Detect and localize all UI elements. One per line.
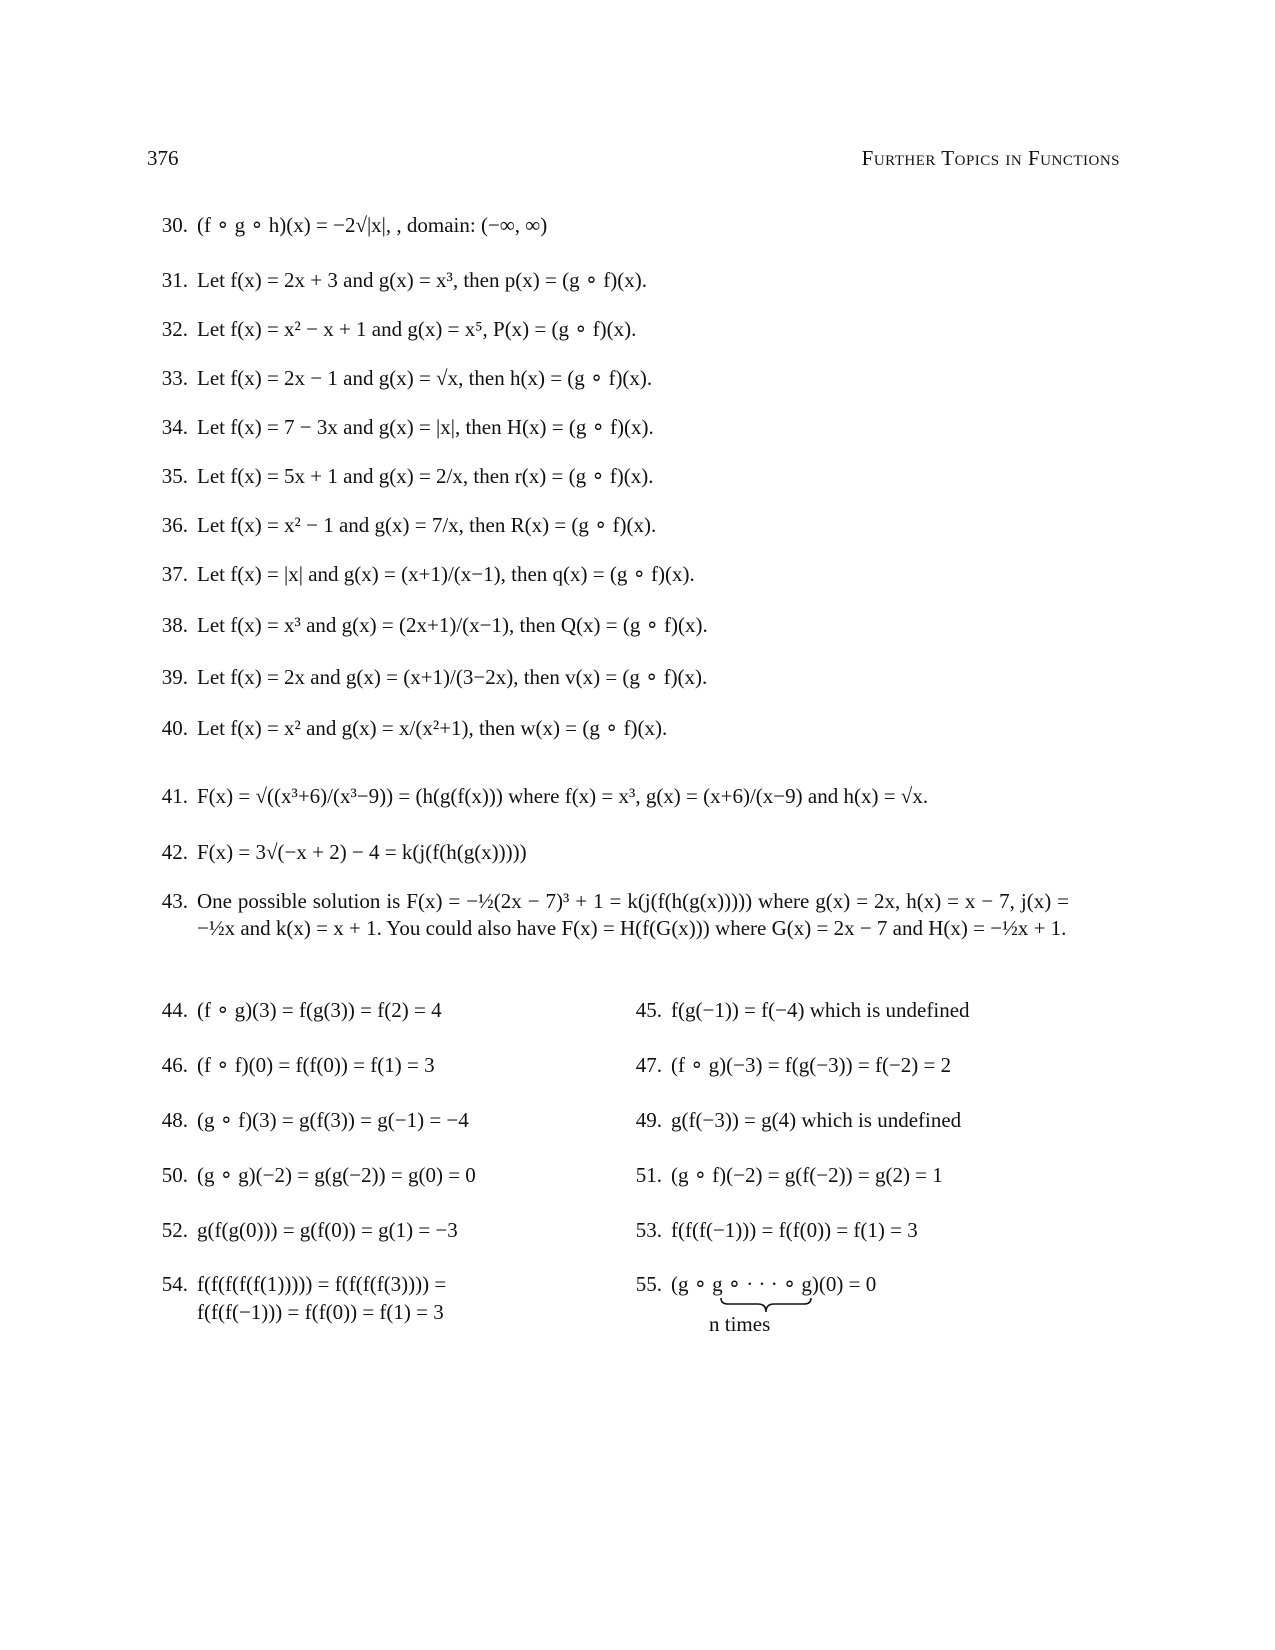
answer-item: 34. Let f(x) = 7 − 3x and g(x) = |x|, then H(x) = (g ∘ f)(x). <box>161 415 654 439</box>
answer-item: 32. Let f(x) = x² − x + 1 and g(x) = x⁵, P(x) = (g ∘ f)(x). <box>161 317 637 341</box>
answer-item-43: 43. One possible solution is F(x) = −½(2x − 7)³ + 1 = k(j(f(h(g(x))))) where g(x) = 2x, h(x) = x − 7, j(x) = −½x and k(x) = x + 1. You could also have F(x) = H(f(G(x))) where G(x) = 2x − 7 and H(x) = −½x + 1. <box>161 889 1069 940</box>
answer-item: 40. Let f(x) = x² and g(x) = x/(x²+1), then w(x) = (g ∘ f)(x). <box>161 716 668 740</box>
answer-item: 39. Let f(x) = 2x and g(x) = (x+1)/(3−2x), then v(x) = (g ∘ f)(x). <box>161 665 708 689</box>
answer-item: 38. Let f(x) = x³ and g(x) = (2x+1)/(x−1), then Q(x) = (g ∘ f)(x). <box>161 613 708 637</box>
answer-item: 30. (f ∘ g ∘ h)(x) = −2√|x|, , domain: (−∞, ∞) <box>161 213 548 237</box>
textbook-page: 376 Further Topics in Functions 30. (f ∘ g ∘ h)(x) = −2√|x|, , domain: (−∞, ∞) 31. Let f(x) = 2x + 3 and g(x) = x³, then p(x) = (g ∘ f)(x). 32. Let f(x) = x² − x + 1 and g(x) = x⁵, P(x) = (g ∘ f)(x). 33. Let f(x) = 2x − 1 and g(x) = √x, then h(x) = (g ∘ f)(x). 34. Let f(x) = 7 − 3x and g(x) = |x|, then H(x) = (g ∘ f)(x). 35. Let f(x) = 5x + 1 and g(x) = 2/x, then r(x) = (g ∘ f)(x). 36. Let f(x) = x² − 1 and g(x) = 7/x, then R(x) = (g ∘ f)(x). 37. Let f(x) = |x| and g(x) = (x+1)/(x−1), then q(x) = (g ∘ f)(x). 38. Let f(x) = x³ and g(x) = (2x+1)/(x−1), then Q(x) = (g ∘ f)(x). 39. Let f(x) = 2x and g(x) = (x+1)/(3−2x), then v(x) = (g ∘ f)(x). 40. Let f(x) = x² and g(x) = x/(x²+1), then w(x) = (g ∘ f)(x). 41. F(x) = √((x³+6)/(x³−9)) = (h(g(f(x))) where f(x) = x³, g(x) = (x+6)/(x−9) and h(x) = √x. 42. F(x) = 3√(−x + 2) − 4 = k(j(f(h(g(x))))) 43. One possible solution is F(x) = −½(2x − 7)³ + 1 = k(j(f(h(g(x))))) where g(x) = 2x, h(x) = x − 7, j(x) = −½x and k(x) = x + 1. You could also have F(x) = H(f(G(x))) where G(x) = 2x − 7 and H(x) = −½x + 1. 44. (f ∘ g)(3) = f(g(3)) = f(2) = 4 45. f(g(−1)) = f(−4) which is undefined 46. (f ∘ f)(0) = f(f(0)) = f(1) = 3 47. (f ∘ g)(−3) = f(g(−3)) = f(−2) = 2 48. (g ∘ f)(3) = g(f(3)) = g(−1) = −4 49. g(f(−3)) = g(4) which is undefined 50. (g ∘ g)(−2) = g(g(−2)) = g(0) = 0 51. (g ∘ f)(−2) = g(f(−2)) = g(2) = 1 52. g(f(g(0))) = g(f(0)) = g(1) = −3 53. f(f(f(−1))) = f(f(0)) = f(1) = 3 54. f(f(f(f(f(1))))) = f(f(f(f(3)))) = f(f(f(−1))) = f(f(0)) = f(1) = 3 55. (g ∘ g ∘ · · · ∘ g)(0) = 0 n times <box>147 146 1120 1336</box>
page-number: 376 <box>147 146 179 170</box>
underbrace-label: n times <box>709 1312 771 1336</box>
answer-item: 36. Let f(x) = x² − 1 and g(x) = 7/x, then R(x) = (g ∘ f)(x). <box>161 513 657 537</box>
answer-item: 41. F(x) = √((x³+6)/(x³−9)) = (h(g(f(x))) where f(x) = x³, g(x) = (x+6)/(x−9) and h(x) = √x. <box>161 784 929 808</box>
answer-item: 35. Let f(x) = 5x + 1 and g(x) = 2/x, then r(x) = (g ∘ f)(x). <box>161 464 654 488</box>
answer-item: 31. Let f(x) = 2x + 3 and g(x) = x³, then p(x) = (g ∘ f)(x). <box>161 268 647 292</box>
answer-item: 42. F(x) = 3√(−x + 2) − 4 = k(j(f(h(g(x))))) <box>161 840 527 864</box>
answer-item: 37. Let f(x) = |x| and g(x) = (x+1)/(x−1), then q(x) = (g ∘ f)(x). <box>161 562 695 586</box>
answer-item: 33. Let f(x) = 2x − 1 and g(x) = √x, then h(x) = (g ∘ f)(x). <box>161 366 653 390</box>
running-title: Further Topics in Functions <box>861 146 1120 170</box>
underbrace <box>720 1297 812 1313</box>
page-header <box>147 146 1120 176</box>
